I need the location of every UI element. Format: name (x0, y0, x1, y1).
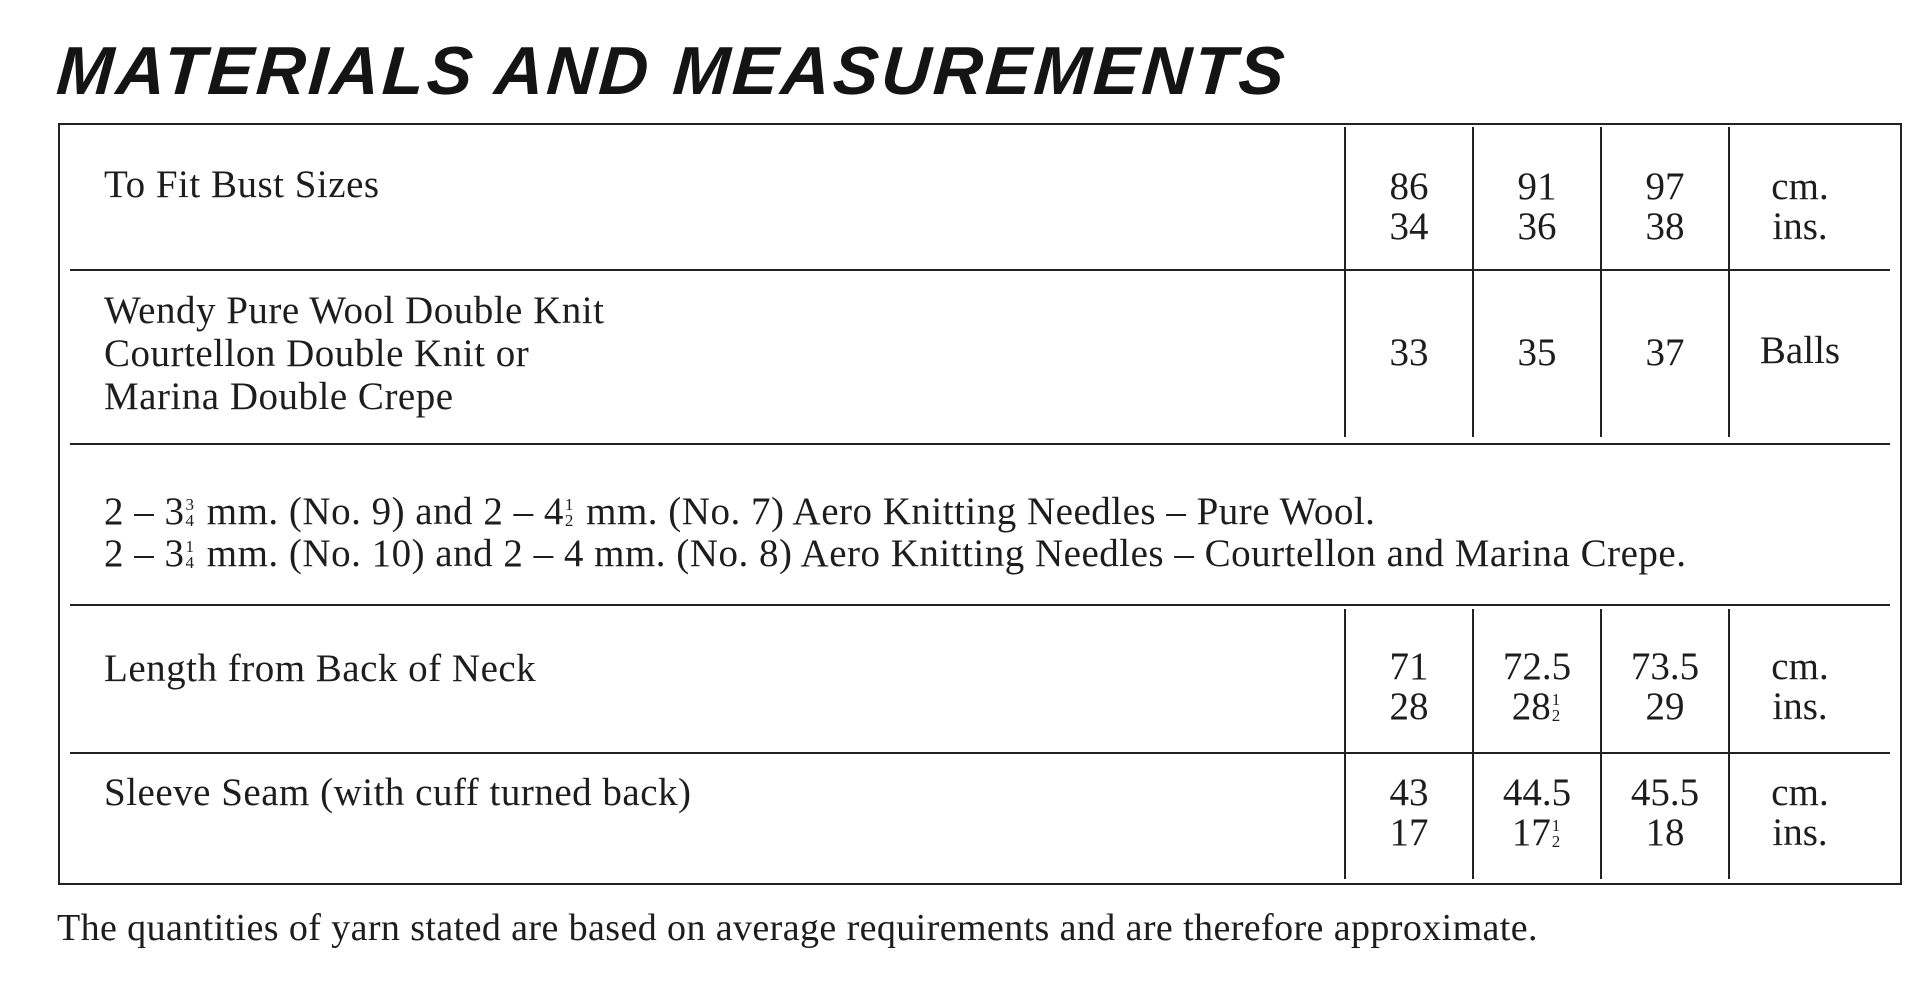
yarn-label (104, 289, 604, 418)
table-left-rule (58, 123, 60, 885)
yarn-balls-value: 33 (1389, 331, 1429, 374)
needles-line (104, 533, 1686, 575)
length-ins-whole: 29 (1645, 685, 1685, 728)
unit-balls: Balls (1759, 329, 1841, 372)
sleeve-label: Sleeve Seam (with cuff turned back) (104, 771, 692, 814)
bust-size-cm: 97 (1645, 165, 1685, 208)
bust-size-ins: 34 (1389, 205, 1429, 248)
fraction (186, 497, 195, 529)
needles-text-part: 2 – 3 (104, 532, 185, 575)
unit-cm: cm. (1771, 771, 1829, 814)
sleeve-ins (1474, 813, 1600, 853)
row-divider (70, 604, 1890, 606)
length-cm: 71 (1389, 645, 1429, 688)
fraction (565, 497, 574, 529)
fraction-numerator: 1 (185, 537, 195, 557)
fraction (186, 539, 195, 571)
bust-size-ins: 38 (1645, 205, 1685, 248)
fraction-denominator: 4 (185, 511, 195, 531)
needles-line (104, 491, 1686, 533)
sleeve-ins (1346, 813, 1472, 853)
sleeve-ins-whole: 17 (1389, 811, 1429, 854)
length-ins (1346, 687, 1472, 727)
bust-size-label: To Fit Bust Sizes (104, 163, 380, 206)
sleeve-ins-whole: 17 (1511, 811, 1551, 854)
sleeve-ins-whole: 18 (1645, 811, 1685, 854)
unit-ins: ins. (1772, 685, 1828, 728)
length-label: Length from Back of Neck (104, 647, 537, 690)
fraction-numerator: 1 (1551, 816, 1561, 836)
needles-text-part: 2 – 3 (104, 490, 185, 533)
needles-text-part: mm. (No. 7) Aero Knitting Needles – Pure Wool. (575, 490, 1376, 533)
yarn-label-line: Courtellon Double Knit or (104, 332, 530, 375)
fraction-denominator: 4 (185, 553, 195, 573)
table-right-rule (1900, 123, 1902, 885)
fraction-numerator: 1 (1551, 690, 1561, 710)
yarn-balls-value: 37 (1645, 331, 1685, 374)
row-divider (70, 269, 1890, 271)
sleeve-cm: 44.5 (1502, 771, 1572, 814)
unit-ins: ins. (1772, 205, 1828, 248)
length-cm: 72.5 (1502, 645, 1572, 688)
length-cm: 73.5 (1630, 645, 1700, 688)
length-ins-whole: 28 (1511, 685, 1551, 728)
length-ins-whole: 28 (1389, 685, 1429, 728)
unit-cm: cm. (1771, 165, 1829, 208)
bust-size-ins: 36 (1517, 205, 1557, 248)
yarn-label-line: Marina Double Crepe (104, 375, 454, 418)
footnote: The quantities of yarn stated are based on average requirements and are therefore approximate. (57, 907, 1538, 949)
page-title: MATERIALS AND MEASUREMENTS (54, 33, 1290, 109)
row-divider (70, 752, 1890, 754)
sleeve-cm: 43 (1389, 771, 1429, 814)
unit-ins: ins. (1772, 811, 1828, 854)
sleeve-ins (1602, 813, 1728, 853)
fraction-numerator: 3 (185, 495, 195, 515)
length-ins (1474, 687, 1600, 727)
needles-text-part: mm. (No. 9) and 2 – 4 (196, 490, 564, 533)
fraction (1552, 692, 1561, 724)
bust-size-cm: 91 (1517, 165, 1557, 208)
column-divider (1728, 127, 1730, 437)
fraction-denominator: 2 (564, 511, 574, 531)
row-divider (70, 443, 1890, 445)
materials-table (58, 123, 1902, 885)
column-divider (1728, 609, 1730, 879)
yarn-label-line: Wendy Pure Wool Double Knit (104, 289, 605, 332)
fraction (1552, 818, 1561, 850)
fraction-denominator: 2 (1551, 706, 1561, 726)
table-top-rule (58, 123, 1902, 125)
needles-text-part: mm. (No. 10) and 2 – 4 mm. (No. 8) Aero Knitting Needles – Courtellon and Marina Crepe. (196, 532, 1687, 575)
fraction-numerator: 1 (564, 495, 574, 515)
needles-text (104, 491, 1686, 575)
table-bottom-rule (58, 883, 1902, 885)
unit-cm: cm. (1771, 645, 1829, 688)
length-ins (1602, 687, 1728, 727)
yarn-balls-value: 35 (1517, 331, 1557, 374)
fraction-denominator: 2 (1551, 832, 1561, 852)
sleeve-cm: 45.5 (1630, 771, 1700, 814)
bust-size-cm: 86 (1389, 165, 1429, 208)
